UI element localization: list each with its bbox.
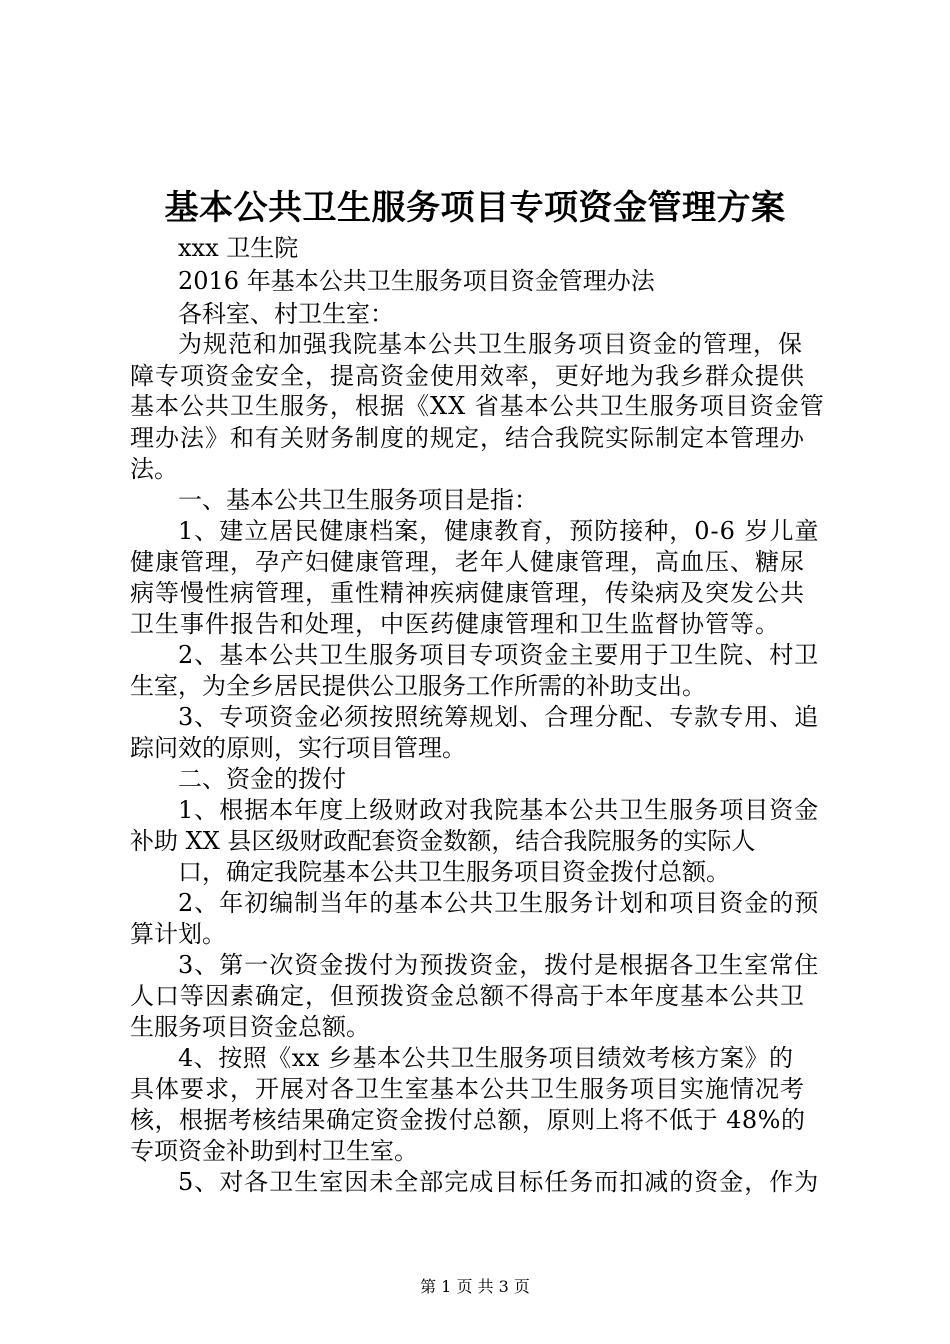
section-heading: 一、基本公共卫生服务项目是指： [178, 486, 538, 514]
body-line: 2、年初编制当年的基本公共卫生服务计划和项目资金的预 [178, 889, 820, 917]
body-line: 1、根据本年度上级财政对我院基本公共卫生服务项目资金 [178, 796, 820, 824]
body-line: 1、建立居民健康档案，健康教育，预防接种，0-6 岁儿童 [178, 517, 820, 545]
body-line: 具体要求，开展对各卫生室基本公共卫生服务项目实施情况考 [130, 1075, 805, 1103]
body-line: 踪问效的原则，实行项目管理。 [130, 734, 466, 762]
body-line: 基本公共卫生服务，根据《XX 省基本公共卫生服务项目资金管 [130, 392, 825, 420]
body-line: 卫生事件报告和处理，中医药健康管理和卫生监督协管等。 [130, 610, 780, 638]
body-line: 算计划。 [130, 920, 226, 948]
page-footer: 第 1 页 共 3 页 [420, 1277, 530, 1296]
section-heading: 二、资金的拨付 [178, 765, 346, 793]
body-line: 2016 年基本公共卫生服务项目资金管理办法 [178, 267, 655, 295]
body-line: 3、第一次资金拨付为预拨资金，拨付是根据各卫生室常住 [178, 951, 820, 979]
body-line: 口，确定我院基本公共卫生服务项目资金拨付总额。 [178, 858, 730, 886]
body-line: 生服务项目资金总额。 [130, 1013, 370, 1041]
document-title: 基本公共卫生服务项目专项资金管理方案 [164, 188, 786, 228]
body-line: 专项资金补助到村卫生室。 [130, 1137, 418, 1165]
body-line: 4、按照《xx 乡基本公共卫生服务项目绩效考核方案》的 [178, 1044, 794, 1072]
body-line: 法。 [130, 455, 178, 483]
body-line: 健康管理，孕产妇健康管理，老年人健康管理，高血压、糖尿 [130, 548, 805, 576]
body-line: 理办法》和有关财务制度的规定，结合我院实际制定本管理办 [130, 424, 805, 452]
body-line: xxx 卫生院 [178, 234, 299, 262]
body-line: 3、专项资金必须按照统筹规划、合理分配、专款专用、追 [178, 703, 820, 731]
body-line: 病等慢性病管理，重性精神疾病健康管理，传染病及突发公共 [130, 579, 805, 607]
body-line: 5、对各卫生室因未全部完成目标任务而扣减的资金，作为 [178, 1168, 820, 1196]
body-line: 各科室、村卫生室： [178, 300, 394, 328]
body-line: 为规范和加强我院基本公共卫生服务项目资金的管理，保 [178, 330, 803, 358]
body-line: 生室，为全乡居民提供公卫服务工作所需的补助支出。 [130, 672, 706, 700]
body-line: 障专项资金安全，提高资金使用效率，更好地为我乡群众提供 [130, 362, 805, 390]
body-line: 人口等因素确定，但预拨资金总额不得高于本年度基本公共卫 [130, 982, 805, 1010]
body-line: 补助 XX 县区级财政配套资金数额，结合我院服务的实际人 [130, 827, 756, 855]
body-line: 2、基本公共卫生服务项目专项资金主要用于卫生院、村卫 [178, 641, 820, 669]
body-line: 核，根据考核结果确定资金拨付总额，原则上将不低于 48%的 [130, 1106, 806, 1134]
